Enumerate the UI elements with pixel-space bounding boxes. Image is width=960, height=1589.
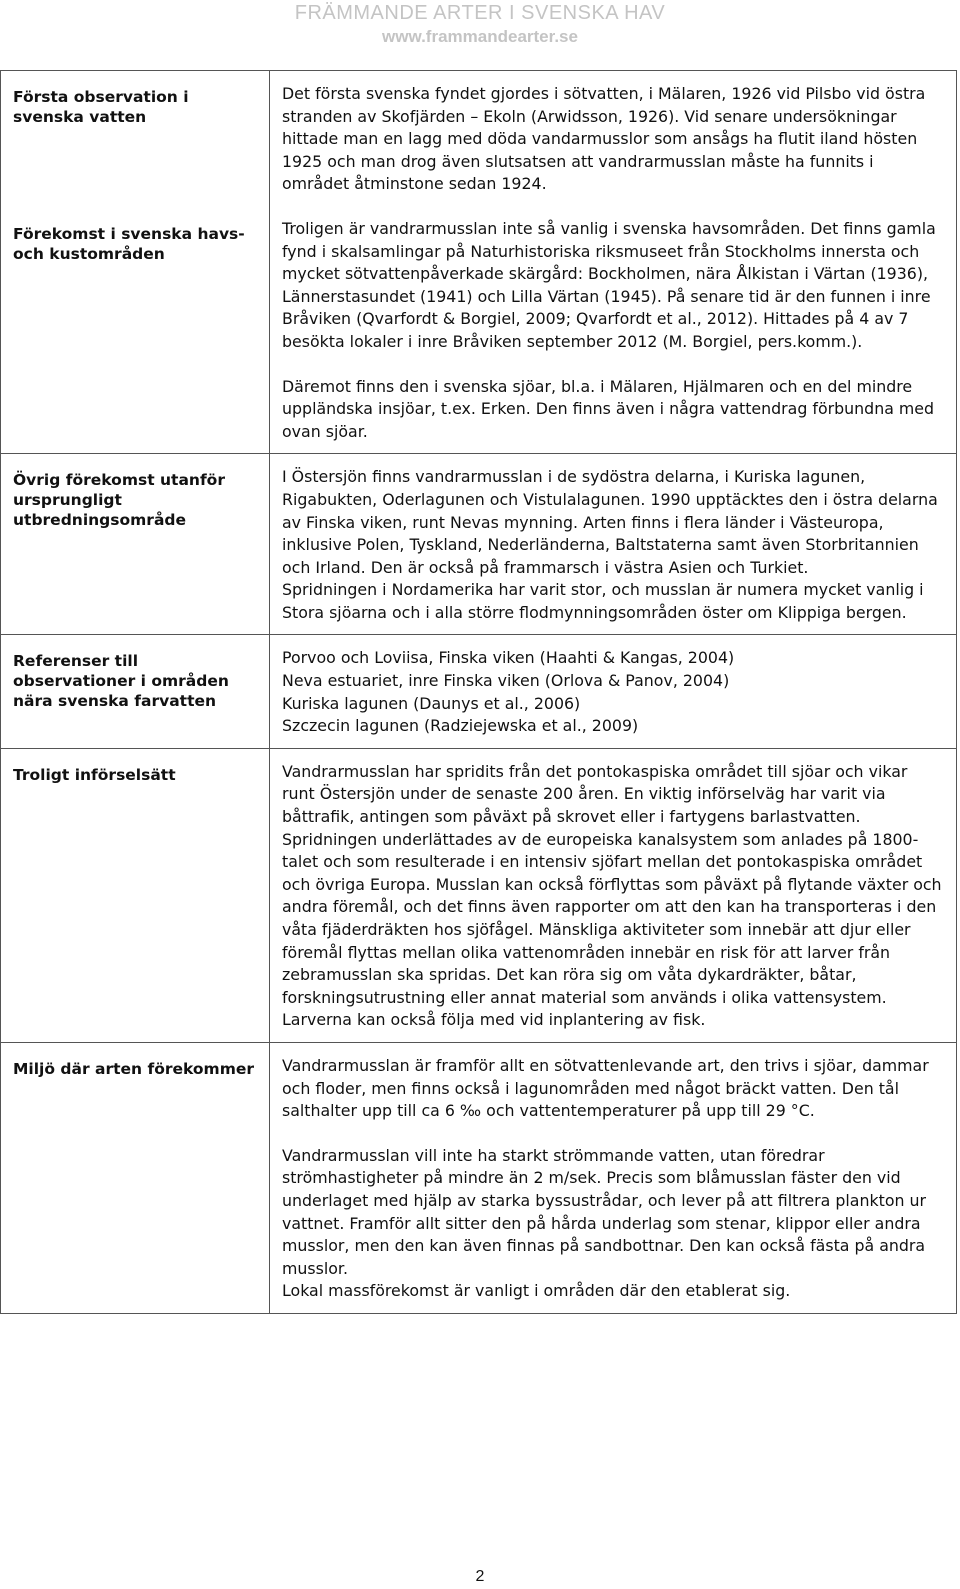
- paragraph: I Östersjön finns vandrarmusslan i de sydöstra delarna, i Kuriska lagunen, Rigabukten, Oderlagunen och Vistulalagunen. 1990 upptäcktes den i östra delarna av Finska viken, runt Nevas mynning. Arten finns i flera länder i Västeuropa, inklusive Polen, Tyskland, Nederländerna, Baltstaterna samt även Storbritannien och Irland. Den är också på frammarsch i västra Asien och Turkiet. Spridningen i Nordamerika har varit stor, och musslan är numera mycket vanlig i Stora sjöarna och i alla större flodmynningsområden öster om Klippiga bergen.: [282, 467, 938, 622]
- paragraph: Det första svenska fyndet gjordes i sötvatten, i Mälaren, 1926 vid Pilsbo vid östra stranden av Skofjärden – Ekoln (Arwidsson, 1926). Vid senare undersökningar hittade man en lagg med döda vandarmusslor som ansågs ha flutit iland hösten 1925 och man drog även slutsatsen att vandrarmusslan måste ha funnits i området åtminstone sedan 1924.: [282, 84, 926, 194]
- table-row: [1, 71, 957, 454]
- paragraph: Troligen är vandrarmusslan inte så vanlig i svenska havsområden. Det finns gamla fynd i skalsamlingar på Naturhistoriska riksmuseet från Stockholms innersta och mycket sötvattenpåverkade skärgård: Bockholmen, nära Ålkistan i Värtan (1936), Lännerstasundet (1941) och Lilla Värtan (1945). På senare tid är den funnen i inre Bråviken (Qvarfordt & Borgiel, 2009; Qvarfordt et al., 2012). Hittades på 4 av 7 besökta lokaler i inre Bråviken september 2012 (M. Borgiel, pers.komm.).: [282, 218, 936, 351]
- row-label: Referenser till observationer i områden nära svenska farvatten: [13, 652, 229, 711]
- table-row: [1, 748, 957, 1042]
- header-url: www.frammandearter.se: [382, 27, 578, 46]
- row-content-cell: [270, 635, 957, 748]
- row-label: Första observation i svenska vatten: [13, 88, 189, 126]
- row-content-cell: [270, 748, 957, 1042]
- page-header: [0, 2, 960, 48]
- row-label: Miljö där arten förekommer: [13, 1059, 255, 1078]
- row-label-cell: [1, 748, 270, 1042]
- species-info-table: [0, 70, 957, 1314]
- table-row: [1, 1042, 957, 1313]
- page-number: 2: [475, 1568, 485, 1585]
- paragraph: Däremot finns den i svenska sjöar, bl.a. i Mälaren, Hjälmaren och en del mindre uppländska insjöar, t.ex. Erken. Den finns även i några vattendrag förbundna med ovan sjöar.: [282, 376, 935, 441]
- row-label-cell: [1, 635, 270, 748]
- row-content-cell: [270, 71, 957, 454]
- paragraph: Vandrarmusslan är framför allt en sötvattenlevande art, den trivs i sjöar, dammar och floder, men finns också i lagunområden med något bräckt vatten. Den tål salthalter upp till ca 6 ‰ och vattentemperaturer på upp till 29 °C.: [282, 1055, 929, 1121]
- row-label: Förekomst i svenska havs- och kustområden: [13, 225, 245, 263]
- table-row: [1, 454, 957, 635]
- paragraph: Vandrarmusslan vill inte ha starkt strömmande vatten, utan föredrar strömhastigheter på mindre än 2 m/sek. Precis som blåmusslan fäster den vid underlaget med hjälp av starka byssustrådar, och lever på att filtrera plankton ur vattnet. Framför allt sitter den på hårda underlag som stenar, klippor eller andra musslor, men den kan även finnas på sandbottnar. Den kan också fästa på andra musslor. Lokal massförekomst är vanligt i områden där den etablerat sig.: [282, 1145, 927, 1301]
- paragraph: Vandrarmusslan har spridits från det pontokaspiska området till sjöar och vikar runt Östersjön under de senaste 200 åren. En viktig införselväg har varit via båttrafik, antingen som påväxt på skrovet eller i fartygens barlastvatten. Spridningen underlättades av de europeiska kanalsystem som anlades på 1800-talet och som resulterade i en intensiv sjöfart mellan det pontokaspiska området och övriga Europa. Musslan kan också förflyttas som påväxt på flytande växter och andra föremål, och det finns även rapporter om att den kan ha transporteras i den våta fjäderdräkten hos sjöfågel. Mänskliga aktiviteter som innebär att djur eller föremål flyttas mellan olika vattenområden innebär en risk för att larver från zebramusslan ska spridas. Det kan röra sig om våta dykardräkter, båtar, forskningsutrustning eller annat material som används i olika vattensystem. Larverna kan också följa med vid inplantering av fisk.: [282, 761, 942, 1030]
- row-label-cell: [1, 454, 270, 635]
- row-label-cell: [1, 71, 270, 454]
- header-title: FRÄMMANDE ARTER I SVENSKA HAV: [294, 2, 666, 24]
- row-content-cell: [270, 454, 957, 635]
- row-label: Troligt införselsätt: [13, 765, 176, 784]
- row-label-cell: [1, 1042, 270, 1313]
- row-content-cell: [270, 1042, 957, 1313]
- table-row: [1, 635, 957, 748]
- paragraph: Porvoo och Loviisa, Finska viken (Haahti & Kangas, 2004) Neva estuariet, inre Finska viken (Orlova & Panov, 2004) Kuriska lagunen (Daunys et al., 2006) Szczecin lagunen (Radziejewska et al., 2009): [282, 648, 735, 736]
- row-label: Övrig förekomst utanför ursprungligt utbredningsområde: [13, 471, 225, 530]
